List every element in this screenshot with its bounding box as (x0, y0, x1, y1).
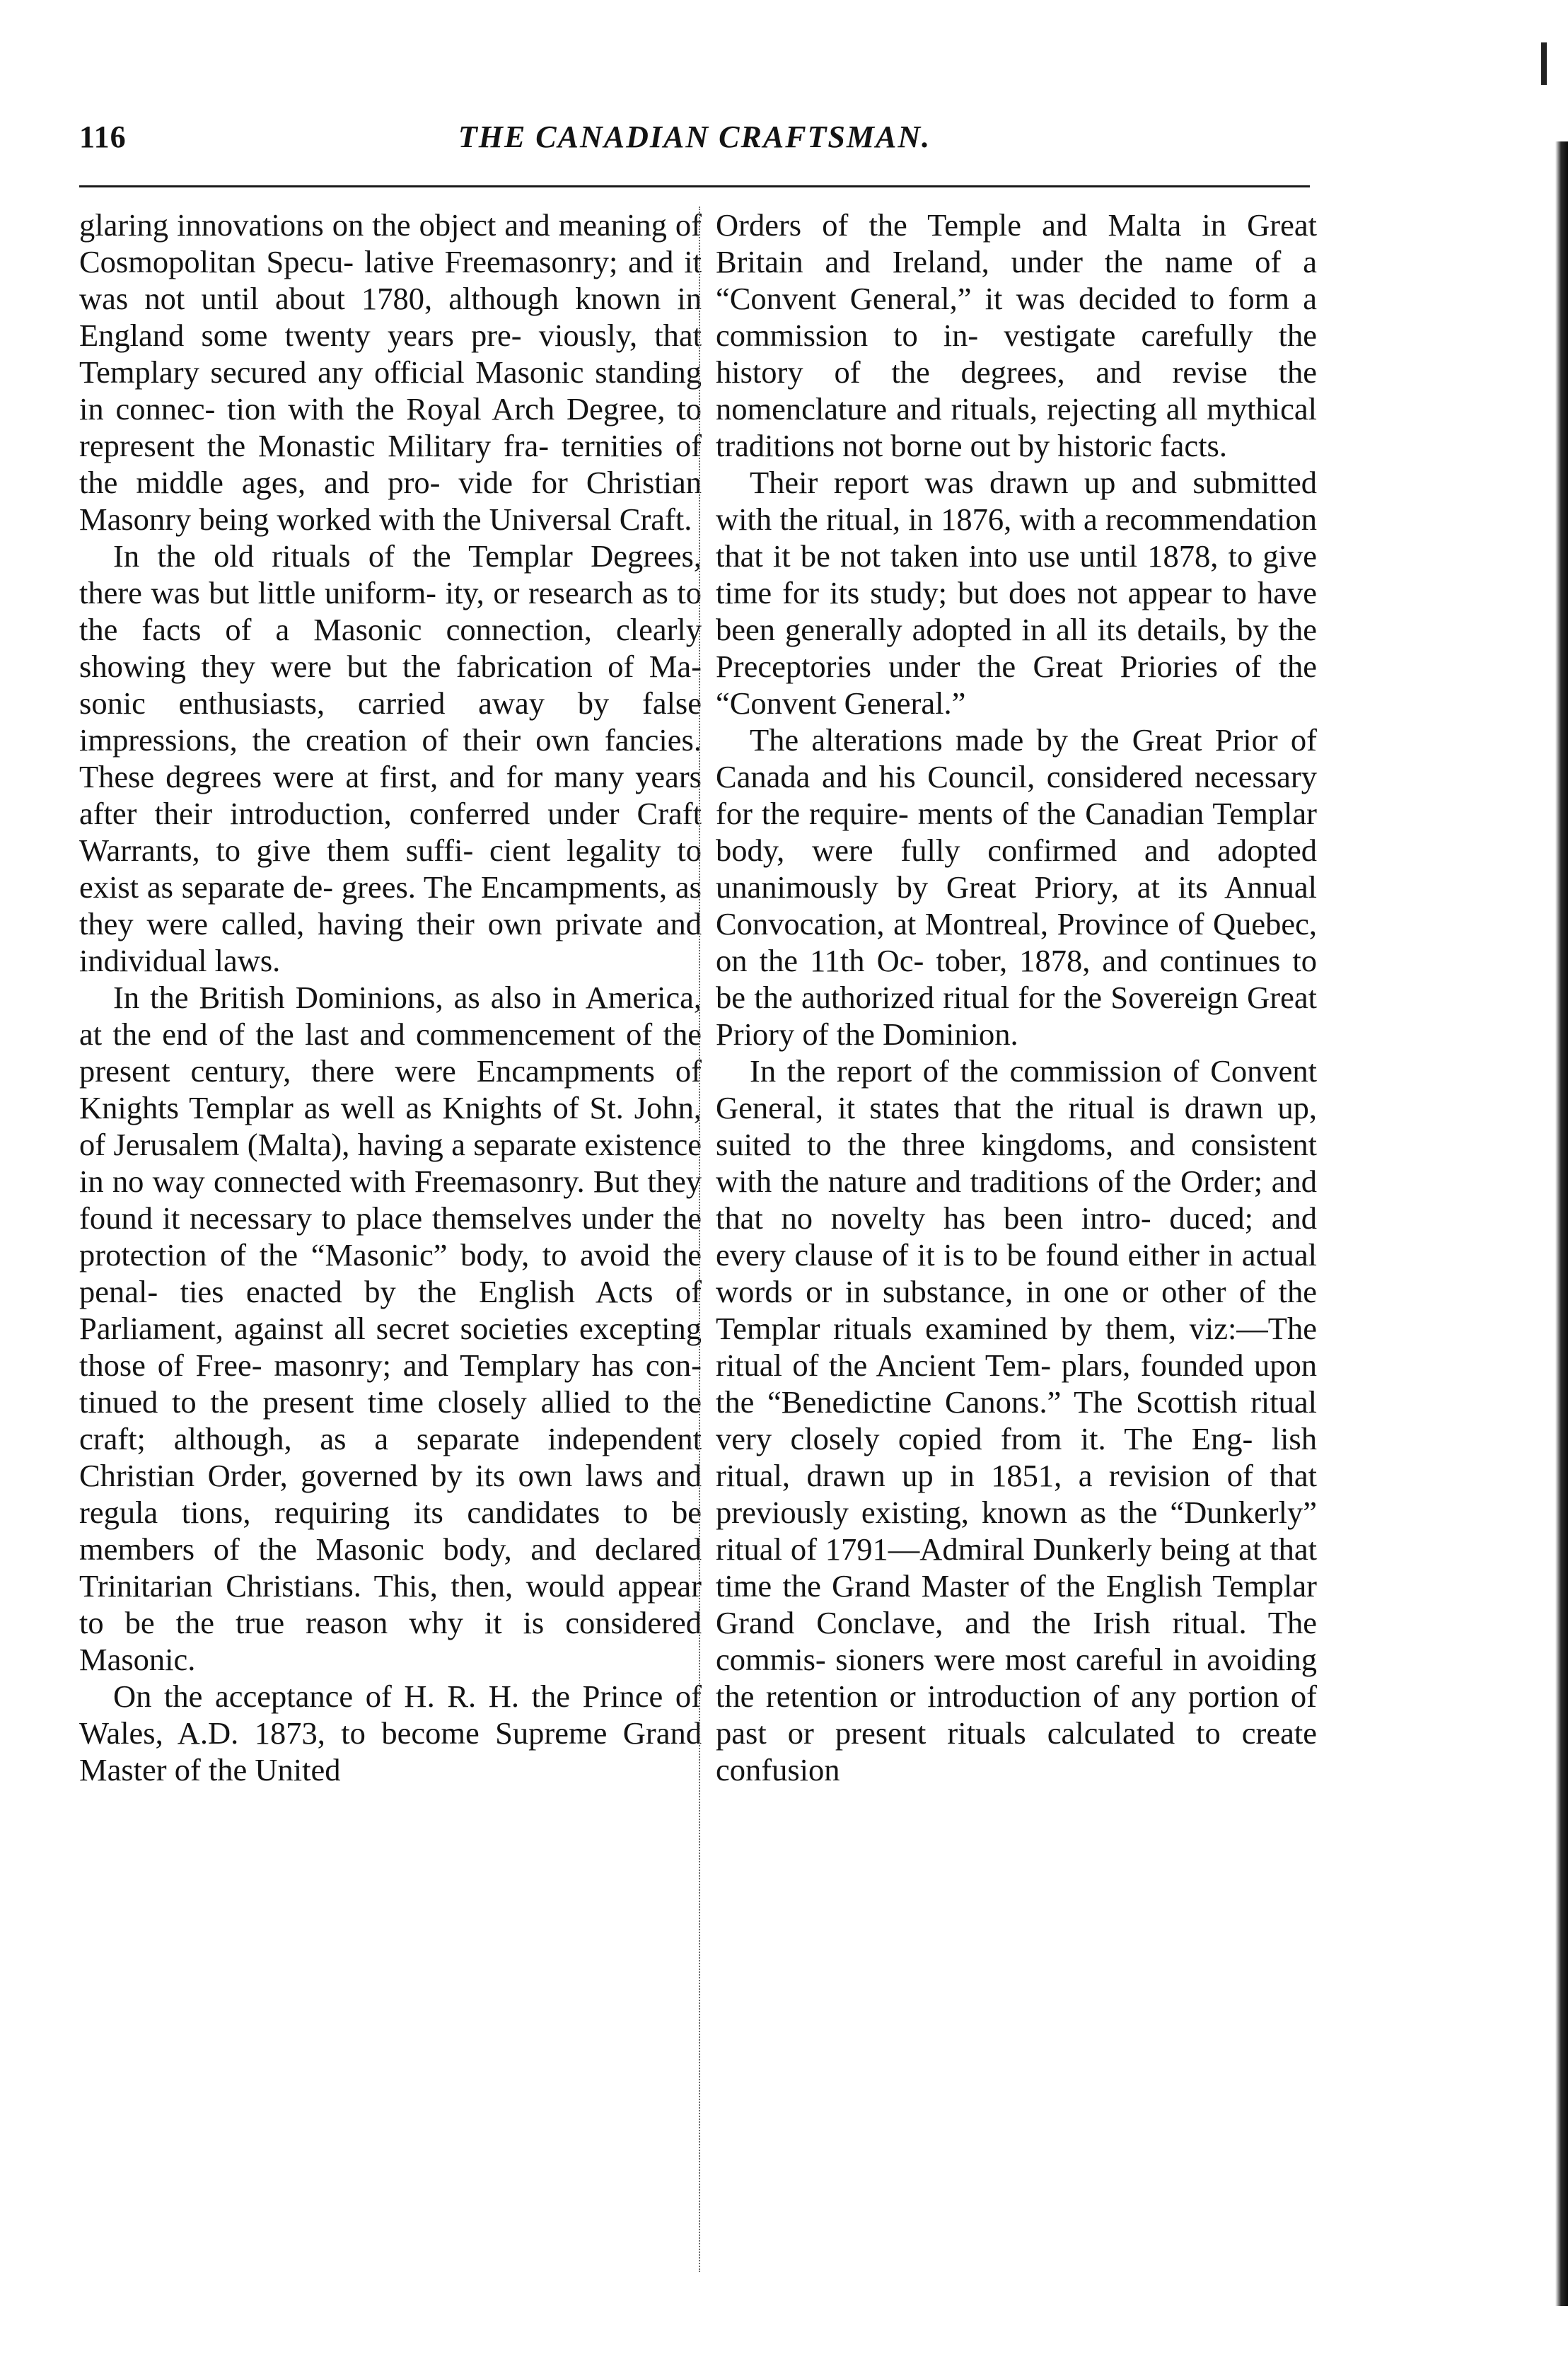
paragraph: Orders of the Temple and Malta in Great Britain and Ireland, under the name of a “Convent General,” it was decided to form a commission to in- vestigate carefully the history of the degrees, and revise the nomenclature and rituals, rejecting all mythical traditions not borne out by historic facts. (716, 207, 1317, 463)
left-column (79, 207, 702, 1788)
paragraph: Their report was drawn up and submitted with the ritual, in 1876, with a recommendation that it be not taken into use until 1878, to give time for its study; but does not appear to have been generally adopted in all its details, by the Preceptories under the Great Priories of the “Convent General.” (716, 465, 1317, 721)
paragraph: glaring innovations on the object and meaning of Cosmopolitan Specu- lative Freemasonry; and it was not until about 1780, although known in England some twenty years pre- viously, that Templary secured any official Masonic standing in connec- tion with the Royal Arch Degree, to represent the Monastic Military fra- ternities of the middle ages, and pro- vide for Christian Masonry being worked with the Universal Craft. (79, 207, 702, 537)
running-title: THE CANADIAN CRAFTSMAN. (458, 120, 931, 154)
page-header (79, 119, 1310, 168)
right-column (716, 207, 1317, 1788)
column-divider (699, 207, 700, 2272)
paragraph: In the old rituals of the Templar Degrees, there was but little uniform- ity, or research as to the facts of a Masonic connection, clearly showing they were but the fabrication of Ma- sonic enthusiasts, carried away by false impressions, the creation of their own fancies. These degrees were at first, and for many years after their introduction, conferred under Craft Warrants, to give them suffi- cient legality to exist as separate de- grees. The Encampments, as they were called, having their own private and individual laws. (79, 538, 702, 978)
paragraph: On the acceptance of H. R. H. the Prince of Wales, A.D. 1873, to become Supreme Grand Master of the United (79, 1679, 702, 1787)
header-rule (79, 185, 1310, 187)
paragraph: In the report of the commission of Convent General, it states that the ritual is drawn up, suited to the three kingdoms, and consistent with the nature and traditions of the Order; and that no novelty has been intro- duced; and every clause of it is to be found either in actual words or in substance, in one or other of the Templar rituals examined by them, viz:—The ritual of the Ancient Tem- plars, founded upon the “Benedictine Canons.” The Scottish ritual very closely copied from it. The Eng- lish ritual, drawn up in 1851, a revision of that previously existing, known as the “Dunkerly” ritual of 1791—Admiral Dunkerly being at that time the Grand Master of the English Templar Grand Conclave, and the Irish ritual. The commis- sioners were most careful in avoiding the retention or introduction of any portion of past or present rituals calculated to create confusion (716, 1053, 1317, 1787)
paragraph: The alterations made by the Great Prior of Canada and his Council, considered necessary for the require- ments of the Canadian Templar body, were fully confirmed and adopted unanimously by Great Priory, at its Annual Convocation, at Montreal, Province of Quebec, on the 11th Oc- tober, 1878, and continues to be the authorized ritual for the Sovereign Great Priory of the Dominion. (716, 722, 1317, 1052)
paragraph: In the British Dominions, as also in America, at the end of the last and commencement of the present century, there were Encampments of Knights Templar as well as Knights of St. John, of Jerusalem (Malta), having a separate existence in no way connected with Freemasonry. But they found it necessary to place themselves under the protection of the “Masonic” body, to avoid the penal- ties enacted by the English Acts of Parliament, against all secret societies excepting those of Free- masonry; and Templary has con- tinued to the present time closely allied to the craft; although, as a separate independent Christian Order, governed by its own laws and regula tions, requiring its candidates to be members of the Masonic body, and declared Trinitarian Christians. This, then, would appear to be the true reason why it is considered Masonic. (79, 980, 702, 1677)
page-edge-mark (1541, 42, 1547, 85)
page-number: 116 (79, 120, 127, 154)
page-edge-shadow (1555, 141, 1568, 2306)
